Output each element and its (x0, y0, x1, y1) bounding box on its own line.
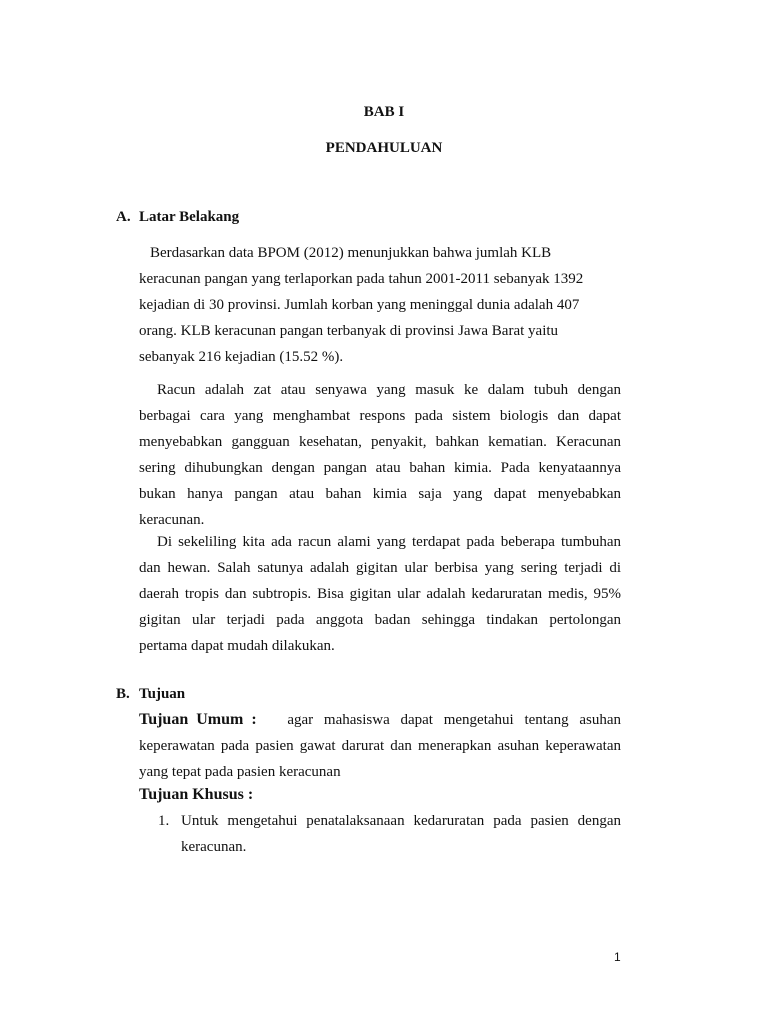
tujuan-umum-text: agar mahasiswa dapat mengetahui tentang asuhan (287, 712, 621, 728)
chapter-heading: BAB I (363, 104, 405, 120)
tujuan-umum-label: Tujuan Umum : (139, 711, 257, 728)
paragraph-line: orang. KLB keracunan pangan terbanyak di provinsi Jawa Barat yaitu (139, 323, 559, 339)
tujuan-umum-first-line (139, 711, 621, 729)
section-b-title: Tujuan (139, 686, 186, 702)
paragraph-line: keracunan. (139, 512, 205, 528)
paragraph-line: menyebabkan gangguan kesehatan, penyakit, bahkan kematian. Keracunan (139, 434, 621, 450)
paragraph-line: sebanyak 216 kejadian (15.52 %). (139, 349, 344, 365)
page-number: 1 (614, 950, 621, 964)
paragraph-line: pertama dapat mudah dilakukan. (139, 638, 335, 654)
chapter-title: PENDAHULUAN (325, 140, 443, 156)
paragraph-line: Berdasarkan data BPOM (2012) menunjukkan bahwa jumlah KLB (150, 245, 552, 261)
paragraph-line: Di sekeliling kita ada racun alami yang terdapat pada beberapa tumbuhan (157, 534, 621, 550)
paragraph-line: keperawatan pada pasien gawat darurat dan menerapkan asuhan keperawatan (139, 738, 621, 754)
tujuan-khusus-label: Tujuan Khusus : (139, 786, 254, 803)
paragraph-line: Racun adalah zat atau senyawa yang masuk ke dalam tubuh dengan (157, 382, 621, 398)
section-a-title: Latar Belakang (139, 209, 240, 225)
paragraph-line: yang tepat pada pasien keracunan (139, 764, 341, 780)
paragraph-line: daerah tropis dan subtropis. Bisa gigitan ular adalah kedaruratan medis, 95% (139, 586, 621, 602)
paragraph-line: dan hewan. Salah satunya adalah gigitan ular berbisa yang sering terjadi di (139, 560, 621, 576)
section-b-marker: B. (116, 686, 130, 702)
list-item-line: keracunan. (181, 839, 247, 855)
list-item-line: Untuk mengetahui penatalaksanaan kedaruratan pada pasien dengan (181, 813, 621, 829)
list-item-number: 1. (158, 813, 170, 829)
paragraph-line: kejadian di 30 provinsi. Jumlah korban yang meninggal dunia adalah 407 (139, 297, 580, 313)
paragraph-line: berbagai cara yang menghambat respons pada sistem biologis dan dapat (139, 408, 621, 424)
paragraph-line: bukan hanya pangan atau bahan kimia saja yang dapat menyebabkan (139, 486, 621, 502)
paragraph-line: keracunan pangan yang terlaporkan pada tahun 2001-2011 sebanyak 1392 (139, 271, 584, 287)
section-a-marker: A. (116, 209, 131, 225)
paragraph-line: gigitan ular terjadi pada anggota badan sehingga tindakan pertolongan (139, 612, 621, 628)
paragraph-line: sering dihubungkan dengan pangan atau bahan kimia. Pada kenyataannya (139, 460, 621, 476)
